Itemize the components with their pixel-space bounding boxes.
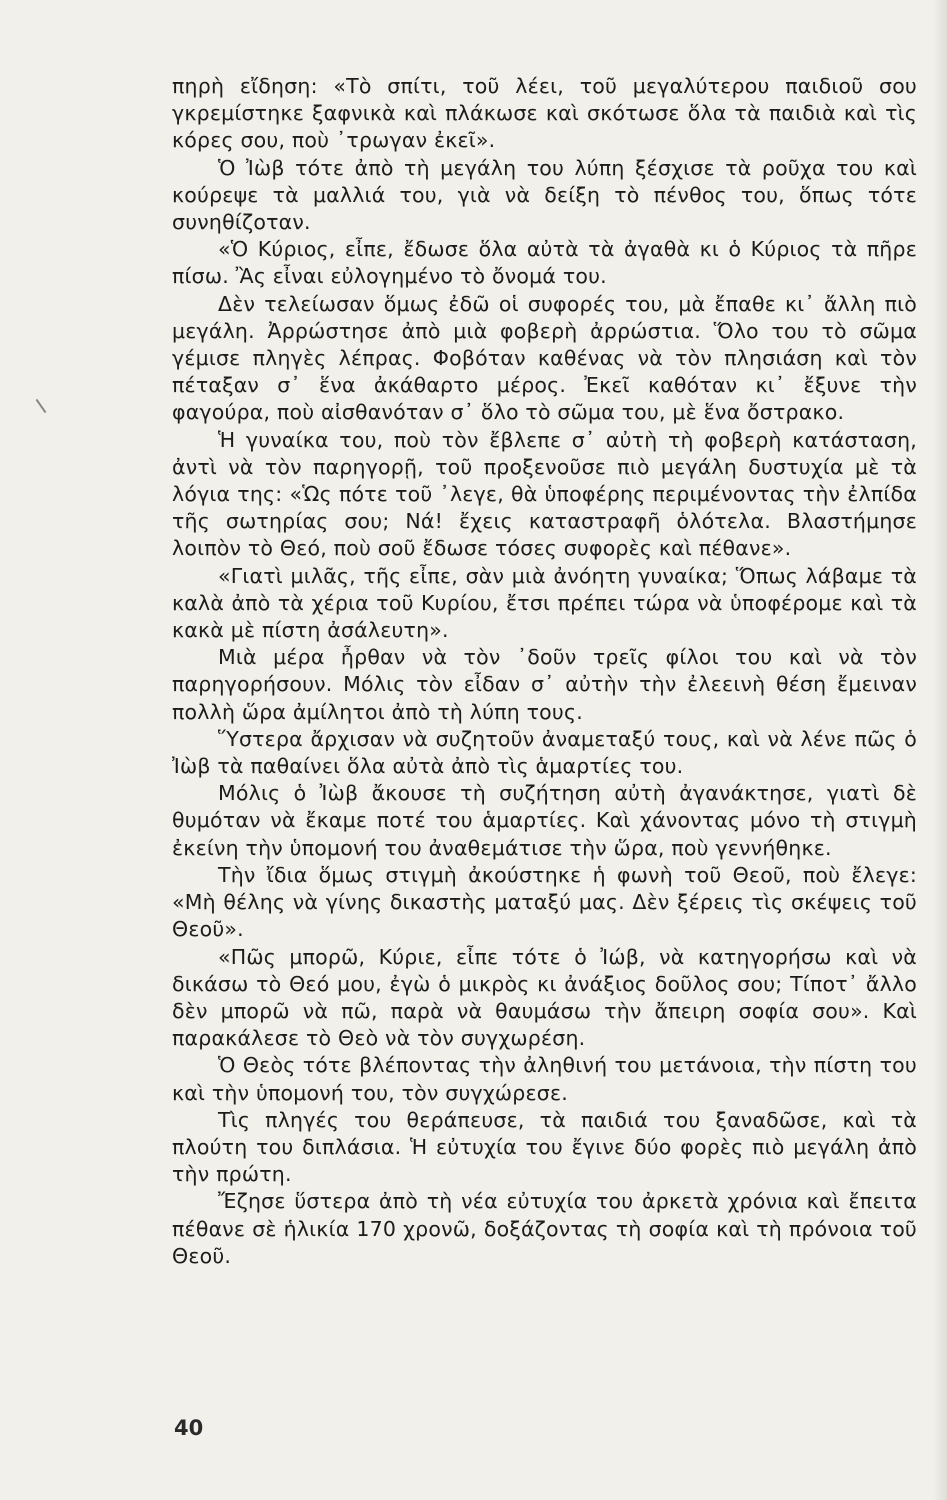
paragraph: «Γιατὶ μιλᾶς, τῆς εἶπε, σὰν μιὰ ἀνόητη γυναίκα; Ὅπως λάβαμε τὰ καλὰ ἀπὸ τὰ χέρια τοῦ Κυρίου, ἔτσι πρέπει τώρα νὰ ὑποφέρομε καὶ τὰ κακὰ μὲ πίστη ἀσάλευτη». bbox=[172, 563, 917, 643]
paragraph: «Ὁ Κύριος, εἶπε, ἔδωσε ὅλα αὐτὰ τὰ ἀγαθὰ κι ὁ Κύριος τὰ πῆρε πίσω. Ἂς εἶναι εὐλογημένο τὸ ὄνομά του. bbox=[172, 237, 917, 289]
paragraph: Τὶς πληγές του θεράπευσε, τὰ παιδιά του ξαναδῶσε, καὶ τὰ πλούτη του διπλάσια. Ἡ εὐτυχία του ἔγινε δύο φορὲς πιὸ μεγάλη ἀπὸ τὴν πρώτη. bbox=[172, 1107, 917, 1187]
paragraph: Μόλις ὁ Ἰὼβ ἄκουσε τὴ συζήτηση αὐτὴ ἀγανάκτησε, γιατὶ δὲ θυμόταν νὰ ἔκαμε ποτέ του ἁμαρτίες. Καὶ χάνοντας μόνο τὴ στιγμὴ ἐκείνη τὴν ὑπομονή του ἀναθεμάτισε τὴν ὥρα, ποὺ γεννήθηκε. bbox=[172, 781, 917, 860]
paragraph: «Πῶς μπορῶ, Κύριε, εἶπε τότε ὁ Ἰώβ, νὰ κατηγορήσω καὶ νὰ δικάσω τὸ Θεό μου, ἐγὼ ὁ μικρὸς κι ἀνάξιος δοῦλος σου; Τίποτ᾽ ἄλλο δὲν μπορῶ νὰ πῶ, παρὰ νὰ θαυμάσω τὴν ἄπειρη σοφία σου». Καὶ παρακάλεσε τὸ Θεὸ νὰ τὸν συγχωρέση. bbox=[172, 944, 917, 1051]
body-text bbox=[172, 73, 917, 1270]
paragraph: Ὕστερα ἄρχισαν νὰ συζητοῦν ἀναμεταξύ τους, καὶ νὰ λένε πῶς ὁ Ἰὼβ τὰ παθαίνει ὅλα αὐτὰ ἀπὸ τὶς ἁμαρτίες του. bbox=[172, 726, 917, 779]
paragraph: Ὁ Ἰὼβ τότε ἀπὸ τὴ μεγάλη του λύπη ξέσχισε τὰ ροῦχα του καὶ κούρεψε τὰ μαλλιά του, γιὰ νὰ δείξη τὸ πένθος του, ὅπως τότε συνηθίζοταν. bbox=[172, 155, 917, 235]
paragraph-continuation: πηρὴ εἴδηση: «Τὸ σπίτι, τοῦ λέει, τοῦ μεγαλύτερου παιδιοῦ σου γκρεμίστηκε ξαφνικὰ καὶ πλάκωσε καὶ σκότωσε ὅλα τὰ παιδιὰ καὶ τὶς κόρες σου, ποὺ ᾽τρωγαν ἐκεῖ». bbox=[172, 74, 917, 153]
page-number: 40 bbox=[174, 1416, 204, 1440]
paragraph: Μιὰ μέρα ἦρθαν νὰ τὸν ᾽δοῦν τρεῖς φίλοι του καὶ νὰ τὸν παρηγορήσουν. Μόλις τὸν εἶδαν σ᾽ αὐτὴν τὴν ἐλεεινὴ θέση ἔμειναν πολλὴ ὥρα ἀμίλητοι ἀπὸ τὴ λύπη τους. bbox=[172, 645, 917, 724]
page-edge-shadow bbox=[933, 0, 947, 1500]
margin-mark bbox=[36, 399, 47, 413]
paragraph: Ὁ Θεὸς τότε βλέποντας τὴν ἀληθινή του μετάνοια, τὴν πίστη του καὶ τὴν ὑπομονή του, τὸν συγχώρεσε. bbox=[172, 1053, 917, 1105]
paragraph: Ἔζησε ὕστερα ἀπὸ τὴ νέα εὐτυχία του ἀρκετὰ χρόνια καὶ ἔπειτα πέθανε σὲ ἡλικία 170 χρονῶ, δοξάζοντας τὴ σοφία καὶ τὴ πρόνοια τοῦ Θεοῦ. bbox=[172, 1189, 917, 1268]
paragraph: Δὲν τελείωσαν ὅμως ἐδῶ οἱ συφορές του, μὰ ἔπαθε κι᾽ ἄλλη πιὸ μεγάλη. Ἀρρώστησε ἀπὸ μιὰ φοβερὴ ἀρρώστια. Ὅλο του τὸ σῶμα γέμισε πληγὲς λέπρας. Φοβόταν καθένας νὰ τὸν πλησιάση καὶ τὸν πέταξαν σ᾽ ἕνα ἀκάθαρτο μέρος. Ἐκεῖ καθόταν κι᾽ ἔξυνε τὴν φαγούρα, ποὺ αἰσθανόταν σ᾽ ὅλο τὸ σῶμα του, μὲ ἕνα ὄστρακο. bbox=[172, 291, 917, 425]
paragraph: Τὴν ἴδια ὅμως στιγμὴ ἀκούστηκε ἡ φωνὴ τοῦ Θεοῦ, ποὺ ἔλεγε: «Μὴ θέλης νὰ γίνης δικαστὴς ματαξύ μας. Δὲν ξέρεις τὶς σκέψεις τοῦ Θεοῦ». bbox=[172, 862, 917, 942]
paragraph: Ἡ γυναίκα του, ποὺ τὸν ἔβλεπε σ᾽ αὐτὴ τὴ φοβερὴ κατάσταση, ἀντὶ νὰ τὸν παρηγορῇ, τοῦ προξενοῦσε πιὸ μεγάλη δυστυχία μὲ τὰ λόγια της: «Ὡς πότε τοῦ ᾽λεγε, θὰ ὑποφέρης περιμένοντας τὴν ἐλπίδα τῆς σωτηρίας σου; Νά! ἔχεις καταστραφῆ ὁλότελα. Βλαστήμησε λοιπὸν τὸ Θεό, ποὺ σοῦ ἔδωσε τόσες συφορὲς καὶ πέθανε». bbox=[172, 427, 917, 561]
